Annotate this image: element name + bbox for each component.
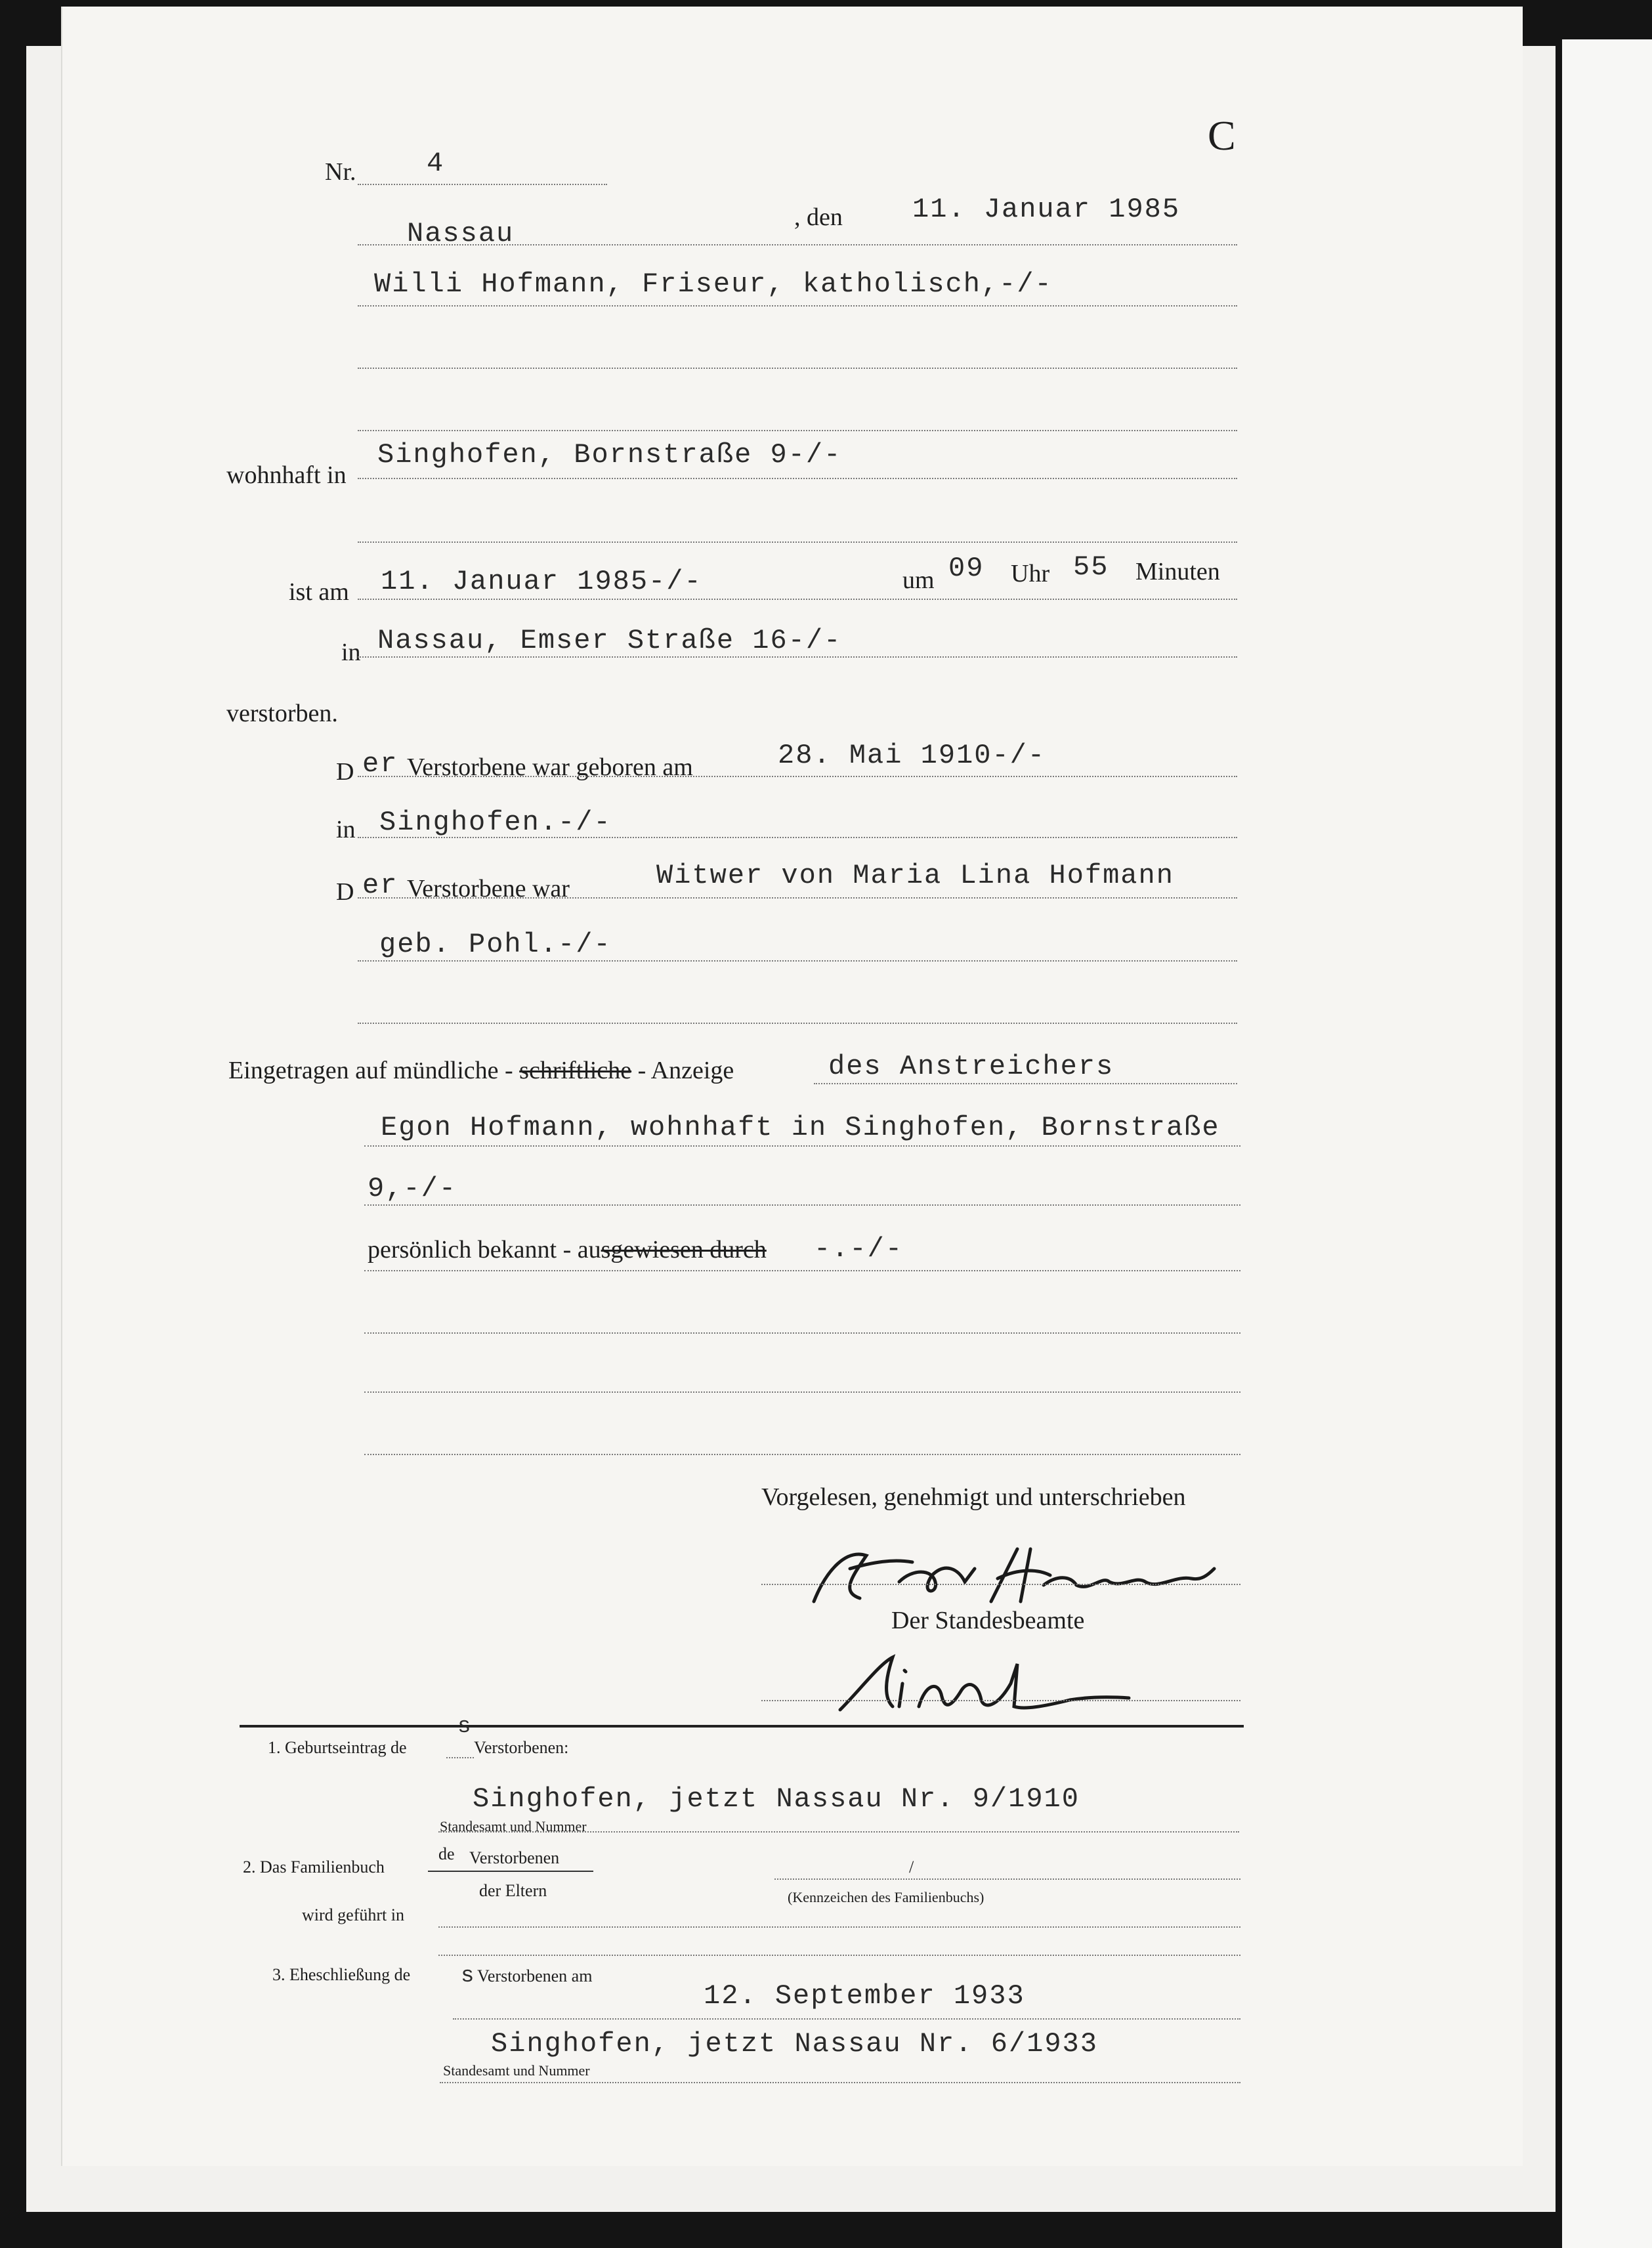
death-hour: 09 [948,553,985,584]
schriftliche-struck: schriftliche [519,1057,632,1084]
death-date: 11. Januar 1985-/- [381,566,702,597]
ausgewiesen-struck: sgewiesen durch [601,1236,767,1263]
item3-date: 12. September 1933 [704,1980,1025,2012]
um-label: um [902,566,935,594]
death-place: Nassau, Emser Straße 16-/- [377,625,842,656]
declarant-name-line: Willi Hofmann, Friseur, katholisch,-/- [374,268,1053,300]
birth-in-label: in [336,816,356,843]
eingetragen-label [228,1058,734,1083]
item2-slash: / [909,1857,914,1877]
wird-gefuehrt-label: wird geführt in [302,1905,404,1924]
report-line3: 9,-/- [368,1173,457,1204]
birth-d-prefix: D [336,758,354,786]
item3-label: 3. Eheschließung de [272,1965,411,1984]
item2-eltern: der Eltern [479,1881,547,1900]
report-line2: Egon Hofmann, wohnhaft in Singhofen, Bornstraße [381,1112,1220,1143]
nr-label: Nr. [325,158,356,186]
minuten-label: Minuten [1135,558,1220,585]
status-line1: Witwer von Maria Lina Hofmann [656,860,1174,891]
death-minutes: 55 [1073,551,1109,583]
kennzeichen-label: (Kennzeichen des Familienbuchs) [788,1889,985,1905]
item1-value: Singhofen, jetzt Nassau Nr. 9/1910 [473,1783,1080,1815]
corner-letter: C [1208,112,1236,159]
item3-value: Singhofen, jetzt Nassau Nr. 6/1933 [491,2028,1098,2060]
item2-de: de [438,1844,455,1863]
status-line2: geb. Pohl.-/- [379,929,612,960]
item1-label: 1. Geburtseintrag de [268,1738,407,1757]
item1-suffix: Verstorbenen: [474,1738,569,1757]
verstorben-label: verstorben. [226,700,338,727]
birth-place: Singhofen.-/- [379,807,612,838]
uhr-label: Uhr [1011,560,1050,587]
standesamt-label-2: Standesamt und Nummer [443,2062,590,2079]
death-in-label: in [341,639,361,666]
birth-er-insert: er [362,748,398,780]
anzeige-text: - Anzeige [637,1057,734,1084]
standesbeamte-label: Der Standesbeamte [891,1607,1085,1634]
header-date: 11. Januar 1985 [912,194,1181,225]
status-d-prefix: D [336,878,354,906]
report-line1: des Anstreichers [828,1051,1114,1082]
bekannt-label [368,1237,767,1262]
birth-date: 28. Mai 1910-/- [778,740,1046,771]
signature-standesbeamter [820,1644,1149,1729]
item1-insert: s [457,1714,473,1739]
item2-verstorbenen: Verstorbenen [469,1848,560,1867]
standesamt-label-1: Standesamt und Nummer [440,1818,587,1834]
eingetragen-text: Eingetragen auf mündliche - [228,1057,513,1084]
item2-label: 2. Das Familienbuch [243,1857,385,1877]
facing-page-edge [1562,39,1652,2248]
den-label: , den [794,203,843,231]
status-er-insert: er [362,870,398,901]
item3-suffix: Verstorbenen am [477,1966,593,1985]
birth-geboren-label: Verstorbene war geboren am [407,753,693,781]
place-value: Nassau [407,218,515,249]
vorgelesen-label: Vorgelesen, genehmigt und unterschrieben [761,1483,1186,1511]
bekannt-suffix: -.-/- [814,1233,904,1265]
nr-value: 4 [427,148,445,179]
ist-am-label: ist am [289,578,349,606]
bekannt-text: persönlich bekannt - au [368,1236,601,1263]
register-page-sheet [62,7,1523,2166]
wohnhaft-label: wohnhaft in [226,461,347,489]
wohnhaft-value: Singhofen, Bornstraße 9-/- [377,439,842,471]
item3-insert: s [461,1964,476,1989]
status-war-label: Verstorbene war [407,875,570,902]
